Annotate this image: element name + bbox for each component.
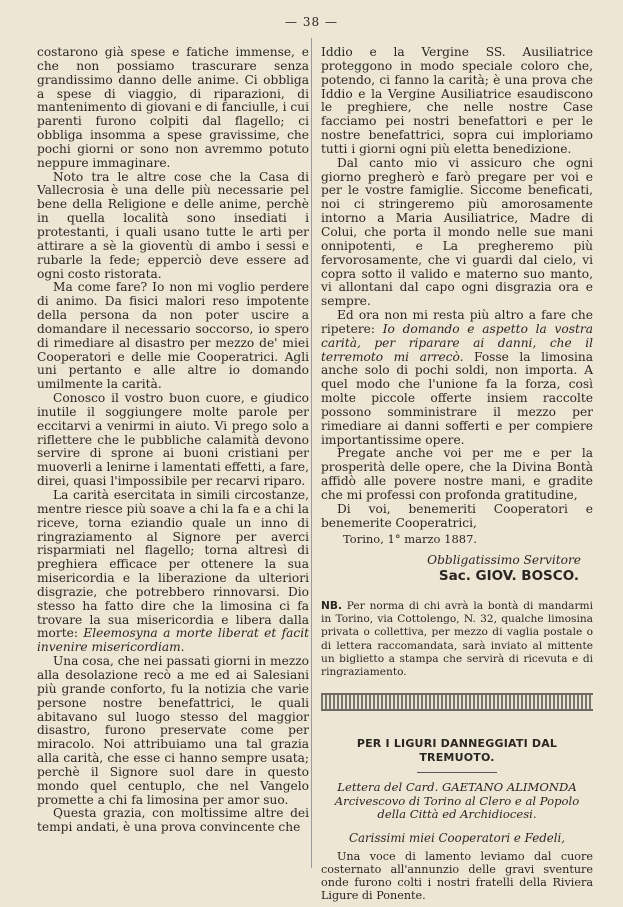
letter-attribution: Lettera del Card. GAETANO ALIMONDA Arcivescovo di Torino al Clero e al Popolo della Città ed Archidiocesi. <box>334 779 580 822</box>
column-divider <box>311 38 312 868</box>
paragraph: Una voce di lamento leviamo dal cuore costernato all'annunzio delle gravi sventure onde furono colti i nostri fratelli della Riviera Ligure di Ponente. <box>321 849 593 903</box>
paragraph-text: Ed ora non mi resta più altro a fare che ripetere: <box>321 308 593 336</box>
closing-formula: Obbligatissimo Servitore <box>427 553 581 568</box>
paragraph: Dal canto mio vi assicuro che ogni giorno pregherò e farò pregare per voi e per le vostre famiglie. Siccome beneficati, noi ci stringeremo più amorosamente intorno a Maria Ausiliatrice, Madre di Colui, che porta il mondo nelle sue mani onnipotenti, e La pregheremo più fervorosamente, che vi guardi dal cielo, vi copra sotto il valido e materno suo manto, vi allontani dal capo ogni disgrazia ora e sempre. <box>321 155 593 309</box>
paragraph: Noto tra le altre cose che la Casa di Vallecrosia è una delle più necessarie pel bene della Religione e delle anime, perchè in quella località sono insediati i protestanti, i quali usano tutte le arti per attirare a sè la gioventù di ambo i sessi e rubarle la fede; epperciò deve essere ad ogni costo ristorata. <box>37 169 309 281</box>
paragraph <box>321 309 593 447</box>
date-line: Torino, 1° marzo 1887. <box>343 531 478 546</box>
heading-underline <box>417 772 497 773</box>
page-number: — 38 — <box>285 15 338 29</box>
paragraph <box>37 489 309 655</box>
paragraph: Questa grazia, con moltissime altre dei tempi andati, è una prova convincente che <box>37 806 309 835</box>
nota-bene <box>321 600 593 679</box>
right-column <box>321 46 593 902</box>
paragraph: Pregate anche voi per me e per la prosperità delle opere, che la Divina Bontà affidò alle povere nostre mani, e gradite che mi professi con profonda gratitudine, <box>321 446 593 502</box>
italic-quote: Io domando e aspetto la vostra carità, per riparare ai danni, che il terremoto mi arrecò. <box>321 321 594 364</box>
paragraph: costarono già spese e fatiche immense, e che non possiamo trascurare senza grandissimo danno delle anime. Ci obbliga a spese di viaggio, di riparazioni, di mantenimento di giovani e di fanciulle, i cui parenti furono colpiti dal flagello; ci obbliga insomma a spese gravissime, che pochi giorni or sono non avremmo potuto neppure immaginare. <box>37 45 309 170</box>
section-heading: PER I LIGURI DANNEGGIATI DAL TREMUOTO. <box>356 737 558 765</box>
paragraph: Conosco il vostro buon cuore, e giudico inutile il soggiungere molte parole per eccitarvi a venirmi in aiuto. Vi prego solo a riflettere che le pubbliche calamità devono servire di sprone ai buoni cristiani per muoverli a lenirne i lamentati effetti, a fare, direi, quasi l'impossibile per recarvi riparo. <box>37 391 309 489</box>
paragraph: Di voi, benemeriti Cooperatori e benemerite Cooperatrici, <box>321 501 593 530</box>
paragraph: Una cosa, che nei passati giorni in mezzo alla desolazione recò a me ed ai Salesiani più grande conforto, fu la notizia che varie persone nostre benefattrici, le quali abitavano sul luogo stesso del maggior disastro, furono preservate come per miracolo. Noi attribuiamo una tal grazia alla carità, che esse ci hanno sempre usata; perchè il Signore suol dare in questo mondo quel centuplo, che nel Vangelo promette a chi fa limosina per amor suo. <box>37 654 309 807</box>
decorative-rule <box>321 693 593 711</box>
nb-text: Per norma di chi avrà la bontà di mandarmi in Torino, via Cottolengo, N. 32, qualche limosina privata o collettiva, per mezzo di vaglia postale o di lettera raccomandata, sarà inviato al mittente un biglietto a stampa che servirà di ricevuta e di ringraziamento. <box>321 600 593 679</box>
left-column <box>37 46 309 835</box>
paragraph: Ma come fare? Io non mi voglio perdere di animo. Da fisici malori reso impotente della persona da non poter uscire a domandare il necessario soccorso, io spero di rimediare al disastro per mezzo de' miei Cooperatori e delle mie Cooperatrici. Agli uni pertanto e alle altre io domando umilmente la carità. <box>37 280 309 392</box>
paragraph-text: La carità esercitata in simili circostanze, mentre riesce più soave a chi la fa e a chi la riceve, torna eziandio quale un inno di ringraziamento al Signore per averci risparmiati nel flagello; torna altresì di preghiera efficace per ottenere la sua misericordia e la liberazione da ulteriori disgrazie, che potrebbero rinnovarsi. Dio stesso ha fatto dire che la limosina ci fa trovare la sua misericordia e libera dalla morte: <box>37 488 309 641</box>
paragraph-text: Fosse la limosina anche solo di pochi soldi, non importa. A quel modo che l'unione fa la forza, così molte piccole offerte insiem raccolte possono somministrare il mezzo per rimediare ai danni sofferti e per compiere importantissime opere. <box>321 349 594 447</box>
paragraph: Iddio e la Vergine SS. Ausiliatrice proteggono in modo speciale coloro che, potendo, ci fanno la carità; è una prova che Iddio e la Vergine Ausiliatrice esaudiscono le preghiere, che nelle nostre Case facciamo pei nostri benefattori e per le nostre benefattrici, sopra cui imploriamo tutti i giorni ogni più eletta benedizione. <box>321 45 593 156</box>
signature: Sac. GIOV. BOSCO. <box>438 568 579 585</box>
latin-quote: Eleemosyna a morte liberat et facit invenire misericordiam. <box>37 626 309 655</box>
greeting: Carissimi miei Cooperatori e Fedeli, <box>348 830 566 845</box>
nb-label: NB. <box>321 600 342 613</box>
